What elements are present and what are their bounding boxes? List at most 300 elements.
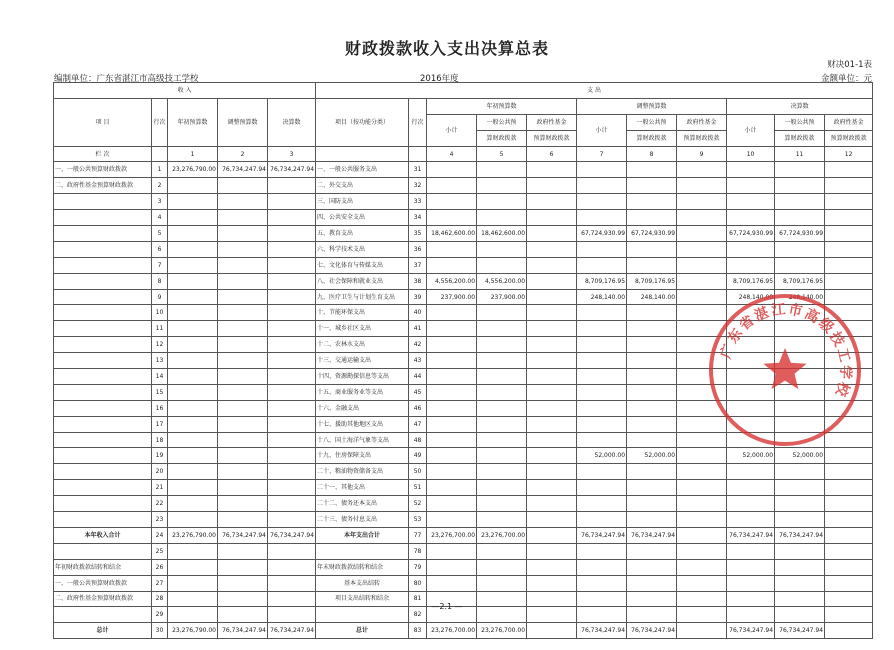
table-cell: [677, 512, 727, 528]
table-cell: 4,556,200.00: [477, 273, 527, 289]
table-cell: [427, 575, 477, 591]
table-row: [54, 178, 873, 194]
table-cell: [268, 543, 316, 559]
table-cell: [477, 400, 527, 416]
table-cell: [218, 464, 268, 480]
table-cell: [218, 226, 268, 242]
table-cell: 九、医疗卫生与计划生育支出: [316, 289, 409, 305]
table-cell: [627, 416, 677, 432]
table-cell: 4,556,200.00: [427, 273, 477, 289]
table-cell: 13: [152, 353, 168, 369]
table-cell: 十一、城乡社区支出: [316, 321, 409, 337]
table-cell: [527, 623, 577, 639]
table-cell: 80: [409, 575, 427, 591]
table-cell: [825, 273, 873, 289]
table-cell: [527, 162, 577, 178]
table-cell: 67,724,930.99: [775, 226, 825, 242]
table-row: [54, 257, 873, 273]
table-cell: 39: [409, 289, 427, 305]
table-cell: 4: [152, 210, 168, 226]
table-cell: 52,000.00: [727, 448, 775, 464]
table-cell: [627, 305, 677, 321]
row-no-header: 行次: [152, 98, 168, 146]
table-cell: [627, 353, 677, 369]
table-cell: [54, 289, 152, 305]
gov-fund-header: 政府性基金: [825, 114, 873, 130]
table-cell: [527, 226, 577, 242]
table-cell: 基本支出结转: [316, 575, 409, 591]
table-cell: 十四、资源勘探信息等支出: [316, 369, 409, 385]
table-cell: [477, 210, 527, 226]
table-row: [54, 543, 873, 559]
table-cell: 76,734,247.94: [268, 162, 316, 178]
form-code: 财决01-1表: [827, 60, 872, 70]
table-cell: [168, 305, 218, 321]
table-cell: [577, 543, 627, 559]
table-row: [54, 448, 873, 464]
table-cell: [527, 384, 577, 400]
table-cell: [218, 416, 268, 432]
table-cell: 二十一、其他支出: [316, 480, 409, 496]
final-amount-header: 决算数: [268, 98, 316, 146]
table-cell: [268, 178, 316, 194]
table-cell: [477, 384, 527, 400]
table-cell: 27: [152, 575, 168, 591]
table-cell: 248,140.00: [577, 289, 627, 305]
table-cell: [168, 559, 218, 575]
table-cell: [168, 178, 218, 194]
table-cell: [427, 448, 477, 464]
table-cell: [427, 400, 477, 416]
table-cell: [627, 384, 677, 400]
table-cell: 一、一般公共预算财政拨款: [54, 575, 152, 591]
table-cell: 23,276,700.00: [427, 527, 477, 543]
table-cell: 30: [152, 623, 168, 639]
table-cell: [677, 241, 727, 257]
table-cell: [427, 464, 477, 480]
table-cell: 52,000.00: [627, 448, 677, 464]
table-row: [54, 162, 873, 178]
table-cell: [727, 512, 775, 528]
table-cell: [427, 543, 477, 559]
table-cell: 3: [152, 194, 168, 210]
table-cell: [577, 337, 627, 353]
final-group-header: 决算数: [727, 98, 873, 114]
table-cell: 17: [152, 416, 168, 432]
table-cell: [427, 257, 477, 273]
table-cell: [268, 273, 316, 289]
table-cell: 83: [409, 623, 427, 639]
table-cell: [168, 321, 218, 337]
adjusted-group-header: 调整预算数: [577, 98, 727, 114]
table-cell: 43: [409, 353, 427, 369]
table-cell: [825, 496, 873, 512]
table-cell: 248,140.00: [775, 289, 825, 305]
table-cell: [527, 210, 577, 226]
table-cell: [775, 543, 825, 559]
table-cell: [627, 178, 677, 194]
table-cell: [627, 210, 677, 226]
table-cell: 22: [152, 496, 168, 512]
table-cell: [677, 178, 727, 194]
table-row: [54, 464, 873, 480]
table-cell: 76,734,247.94: [627, 623, 677, 639]
table-cell: [775, 241, 825, 257]
table-cell: [168, 226, 218, 242]
table-cell: [477, 432, 527, 448]
table-cell: 52,000.00: [577, 448, 627, 464]
column-number: 5: [477, 146, 527, 162]
adjusted-budget-header: 调整预算数: [218, 98, 268, 146]
table-cell: 一、一般公共预算财政拨款: [54, 162, 152, 178]
table-cell: [218, 448, 268, 464]
table-cell: [727, 210, 775, 226]
table-cell: 8,709,176.95: [577, 273, 627, 289]
table-cell: [54, 321, 152, 337]
table-cell: 11: [152, 321, 168, 337]
column-number: 7: [577, 146, 627, 162]
table-cell: [527, 337, 577, 353]
table-cell: [54, 543, 152, 559]
table-cell: [527, 448, 577, 464]
table-cell: [54, 257, 152, 273]
table-cell: 76,734,247.94: [627, 527, 677, 543]
table-cell: [727, 464, 775, 480]
table-cell: [727, 162, 775, 178]
table-cell: 25: [152, 543, 168, 559]
table-cell: 十六、金融支出: [316, 400, 409, 416]
table-cell: [775, 162, 825, 178]
table-cell: [527, 559, 577, 575]
table-cell: 23: [152, 512, 168, 528]
fiscal-year: 2016年度: [420, 74, 459, 84]
item-header: 项 目: [54, 98, 152, 146]
table-cell: 78: [409, 543, 427, 559]
table-cell: [527, 289, 577, 305]
table-cell: 8,709,176.95: [727, 273, 775, 289]
table-cell: 16: [152, 400, 168, 416]
table-cell: [268, 289, 316, 305]
table-cell: 二十二、债务还本支出: [316, 496, 409, 512]
table-cell: [218, 321, 268, 337]
table-cell: [168, 432, 218, 448]
table-cell: [427, 384, 477, 400]
table-cell: 二十三、债务付息支出: [316, 512, 409, 528]
table-cell: [168, 448, 218, 464]
gov-fund-header: 政府性基金: [527, 114, 577, 130]
table-cell: 20: [152, 464, 168, 480]
table-cell: [527, 241, 577, 257]
table-cell: 29: [152, 607, 168, 623]
table-cell: 81: [409, 591, 427, 607]
table-cell: [577, 464, 627, 480]
table-cell: [427, 353, 477, 369]
table-cell: [825, 623, 873, 639]
table-cell: [477, 369, 527, 385]
table-cell: 35: [409, 226, 427, 242]
table-cell: [825, 210, 873, 226]
table-cell: 二、政府性基金预算财政拨款: [54, 591, 152, 607]
table-cell: [577, 400, 627, 416]
table-cell: [268, 432, 316, 448]
income-section-header: 收 入: [54, 83, 316, 99]
table-cell: [168, 575, 218, 591]
table-cell: [54, 273, 152, 289]
table-cell: [218, 210, 268, 226]
table-row: [54, 226, 873, 242]
table-cell: 33: [409, 194, 427, 210]
table-cell: [54, 337, 152, 353]
table-cell: [54, 353, 152, 369]
table-cell: 67,724,930.99: [727, 226, 775, 242]
table-cell: [168, 194, 218, 210]
table-cell: 53: [409, 512, 427, 528]
table-cell: [477, 480, 527, 496]
table-cell: [577, 480, 627, 496]
table-cell: [427, 512, 477, 528]
table-cell: 31: [409, 162, 427, 178]
general-public-header: 一般公共预: [477, 114, 527, 130]
table-cell: [427, 496, 477, 512]
table-cell: [218, 559, 268, 575]
table-cell: [268, 194, 316, 210]
table-cell: [677, 210, 727, 226]
table-cell: [577, 384, 627, 400]
table-cell: 21: [152, 480, 168, 496]
table-cell: [627, 369, 677, 385]
table-cell: [477, 559, 527, 575]
table-cell: 二十、粮油物资储备支出: [316, 464, 409, 480]
table-cell: [825, 178, 873, 194]
column-number: 2: [218, 146, 268, 162]
table-cell: [677, 464, 727, 480]
table-cell: 12: [152, 337, 168, 353]
table-cell: [775, 194, 825, 210]
table-cell: [218, 512, 268, 528]
table-cell: [477, 496, 527, 512]
table-cell: [268, 210, 316, 226]
table-cell: 2: [152, 178, 168, 194]
page-number: —2.1 —: [431, 602, 463, 611]
subtotal-header: 小计: [727, 114, 775, 146]
table-cell: 51: [409, 480, 427, 496]
table-cell: [775, 480, 825, 496]
table-cell: [427, 432, 477, 448]
table-cell: [825, 543, 873, 559]
table-cell: [218, 575, 268, 591]
table-cell: [218, 289, 268, 305]
table-cell: 年末财政拨款结转和结余: [316, 559, 409, 575]
table-cell: [268, 416, 316, 432]
table-cell: [477, 194, 527, 210]
table-cell: [268, 575, 316, 591]
table-cell: [477, 543, 527, 559]
table-cell: 二、政府性基金预算财政拨款: [54, 178, 152, 194]
table-cell: [825, 575, 873, 591]
table-cell: 37: [409, 257, 427, 273]
table-cell: [218, 241, 268, 257]
table-cell: 8: [152, 273, 168, 289]
gov-fund-header-2: 预算财政拨款: [825, 130, 873, 146]
table-cell: [677, 162, 727, 178]
table-cell: [627, 575, 677, 591]
table-cell: 67,724,930.99: [627, 226, 677, 242]
table-cell: [775, 210, 825, 226]
table-cell: 40: [409, 305, 427, 321]
table-cell: [218, 353, 268, 369]
compiler-label: 编制单位：广东省湛江市高级技工学校: [54, 74, 199, 84]
table-cell: 26: [152, 559, 168, 575]
table-cell: [477, 353, 527, 369]
table-cell: [677, 575, 727, 591]
table-cell: [527, 496, 577, 512]
table-cell: 8,709,176.95: [775, 273, 825, 289]
table-cell: [527, 432, 577, 448]
table-cell: 9: [152, 289, 168, 305]
table-cell: 十三、交通运输支出: [316, 353, 409, 369]
table-cell: [427, 305, 477, 321]
column-number: 8: [627, 146, 677, 162]
table-cell: [577, 194, 627, 210]
table-cell: [268, 512, 316, 528]
table-cell: 十二、农林水支出: [316, 337, 409, 353]
initial-group-header: 年初预算数: [427, 98, 577, 114]
table-cell: [168, 543, 218, 559]
table-cell: [168, 400, 218, 416]
column-number-cell: [409, 146, 427, 162]
column-number: 11: [775, 146, 825, 162]
table-cell: 本年收入合计: [54, 527, 152, 543]
table-cell: [477, 337, 527, 353]
table-cell: [427, 369, 477, 385]
table-cell: [218, 496, 268, 512]
table-cell: [825, 257, 873, 273]
table-cell: [168, 241, 218, 257]
table-cell: 十八、国土海洋气象等支出: [316, 432, 409, 448]
table-cell: 46: [409, 400, 427, 416]
table-cell: 二、外交支出: [316, 178, 409, 194]
table-cell: [168, 210, 218, 226]
expense-section-header: 支 出: [316, 83, 873, 99]
unit-label: 金额单位：元: [820, 74, 872, 84]
column-label: 栏 次: [54, 146, 152, 162]
table-cell: 四、公共安全支出: [316, 210, 409, 226]
official-seal-icon: [705, 290, 865, 450]
table-cell: [627, 162, 677, 178]
table-cell: [218, 369, 268, 385]
table-cell: [168, 384, 218, 400]
table-row: [54, 623, 873, 639]
table-cell: [54, 480, 152, 496]
table-cell: [268, 305, 316, 321]
table-cell: [825, 448, 873, 464]
table-cell: [268, 480, 316, 496]
table-cell: [168, 273, 218, 289]
table-cell: [627, 400, 677, 416]
table-cell: [527, 321, 577, 337]
table-cell: 41: [409, 321, 427, 337]
table-cell: [218, 543, 268, 559]
table-cell: [54, 226, 152, 242]
table-cell: 7: [152, 257, 168, 273]
table-cell: [268, 353, 316, 369]
table-cell: [527, 305, 577, 321]
column-number: 12: [825, 146, 873, 162]
table-cell: [527, 416, 577, 432]
table-cell: [54, 305, 152, 321]
table-cell: 76,734,247.94: [727, 527, 775, 543]
gov-fund-header-2: 预算财政拨款: [527, 130, 577, 146]
table-cell: 八、社会保障和就业支出: [316, 273, 409, 289]
table-cell: [527, 178, 577, 194]
table-cell: 6: [152, 241, 168, 257]
gov-fund-header: 政府性基金: [677, 114, 727, 130]
general-public-header-2: 算财政拨款: [477, 130, 527, 146]
table-cell: [427, 416, 477, 432]
table-cell: 23,276,790.00: [168, 623, 218, 639]
table-cell: [727, 559, 775, 575]
table-cell: 248,140.00: [627, 289, 677, 305]
table-cell: [577, 162, 627, 178]
table-cell: [627, 496, 677, 512]
table-cell: [577, 575, 627, 591]
table-cell: [677, 527, 727, 543]
table-cell: [218, 384, 268, 400]
table-cell: 79: [409, 559, 427, 575]
table-cell: [677, 194, 727, 210]
table-cell: [54, 448, 152, 464]
table-cell: 5: [152, 226, 168, 242]
table-cell: [577, 210, 627, 226]
general-public-header: 一般公共预: [627, 114, 677, 130]
table-cell: [54, 496, 152, 512]
table-cell: [727, 575, 775, 591]
table-cell: [577, 416, 627, 432]
table-cell: [54, 432, 152, 448]
table-cell: [268, 448, 316, 464]
table-cell: 67,724,930.99: [577, 226, 627, 242]
table-cell: 38: [409, 273, 427, 289]
table-cell: 77: [409, 527, 427, 543]
table-row: [54, 527, 873, 543]
table-cell: [527, 512, 577, 528]
table-row: [54, 241, 873, 257]
table-cell: [527, 464, 577, 480]
table-cell: [477, 162, 527, 178]
table-cell: 34: [409, 210, 427, 226]
table-cell: 三、国防支出: [316, 194, 409, 210]
table-cell: [727, 257, 775, 273]
column-number: 9: [677, 146, 727, 162]
column-number: 3: [268, 146, 316, 162]
table-cell: [54, 241, 152, 257]
table-cell: [727, 241, 775, 257]
table-cell: [477, 241, 527, 257]
table-cell: [477, 178, 527, 194]
table-cell: [775, 512, 825, 528]
table-cell: 82: [409, 607, 427, 623]
table-cell: [218, 178, 268, 194]
table-cell: [775, 496, 825, 512]
table-cell: 48: [409, 432, 427, 448]
table-cell: 总计: [316, 623, 409, 639]
seal-text: 广东省湛江市高级技工学校: [718, 301, 854, 401]
table-cell: [577, 305, 627, 321]
table-cell: 28: [152, 591, 168, 607]
table-cell: 23,276,700.00: [427, 623, 477, 639]
table-cell: [477, 575, 527, 591]
table-cell: [825, 241, 873, 257]
